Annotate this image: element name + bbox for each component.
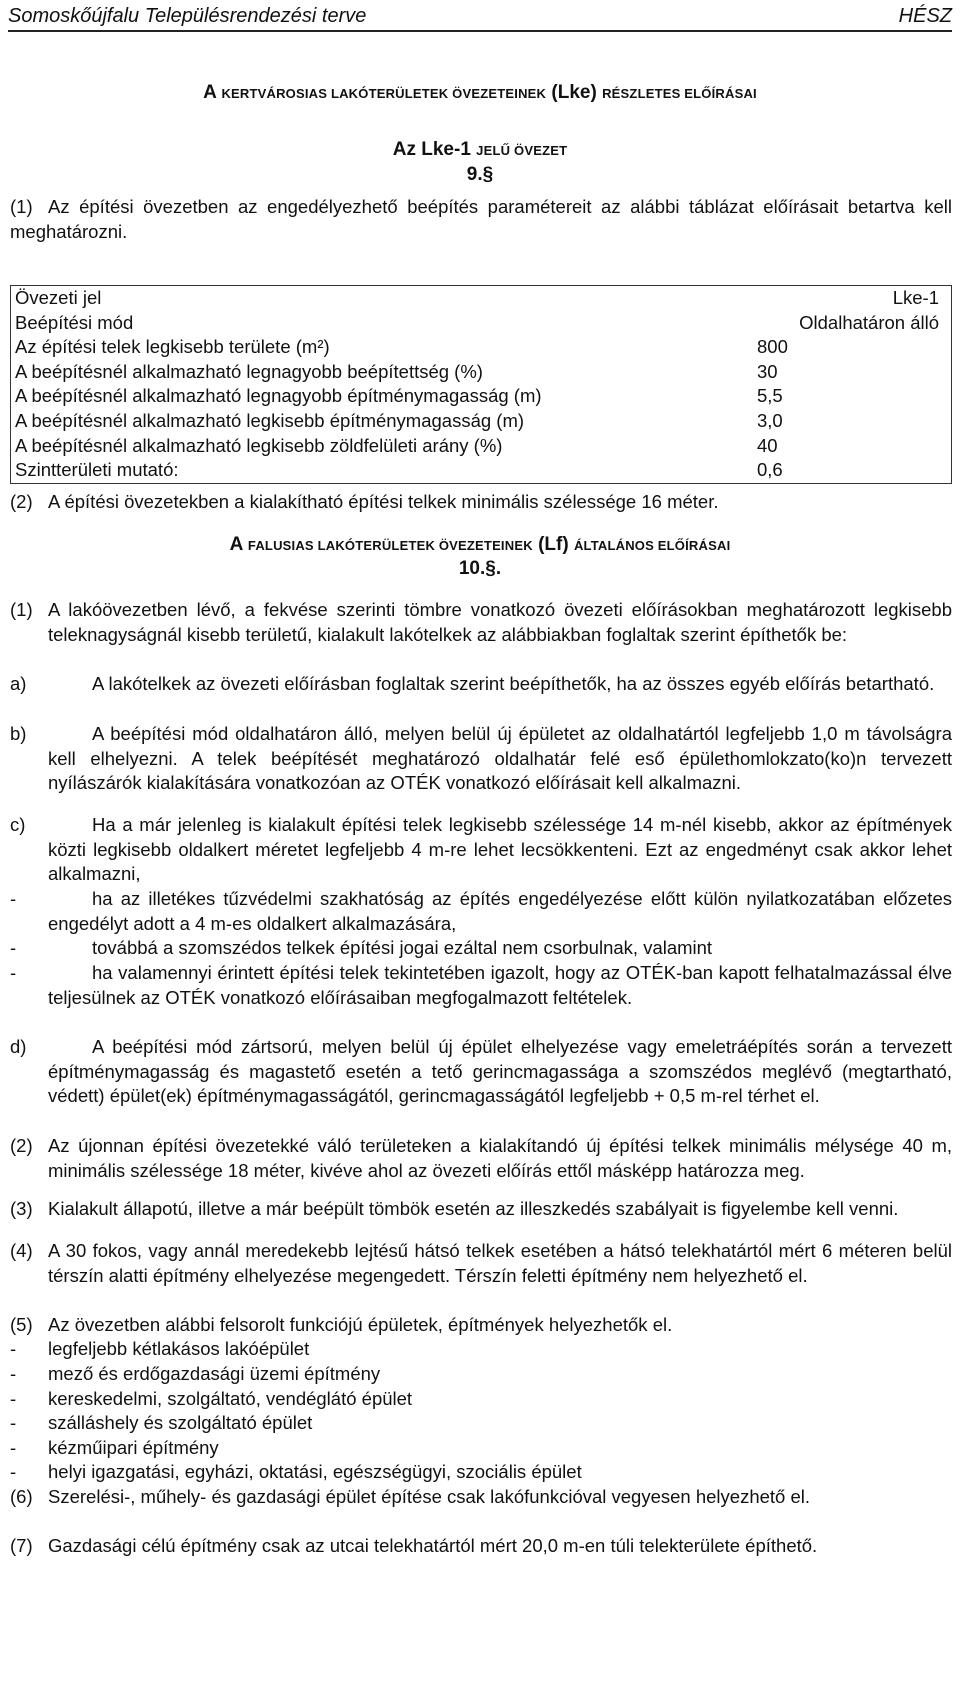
item-label: (4) (10, 1240, 33, 1261)
list-item (10, 1460, 952, 1485)
item-label: (5) (10, 1314, 33, 1335)
item-label: - (10, 962, 17, 983)
item-label: b) (10, 723, 27, 744)
table-cell-label: Övezeti jel (15, 287, 102, 308)
item-label: (6) (10, 1486, 33, 1507)
list-item (10, 887, 952, 936)
item-text: helyi igazgatási, egyházi, oktatási, egészségügyi, szociális épület (48, 1461, 582, 1482)
item-text: A lakóövezetben lévő, a fekvése szerinti tömbre vonatkozó övezeti előírásokban meghatározott legkisebb teleknagyságnál kisebb területű, kialakult lakótelkek az alábbiakban foglaltak szerint építhetők be: (48, 599, 952, 645)
list-item (10, 722, 952, 796)
table-cell-label: Az építési telek legkisebb területe (m²) (15, 336, 330, 358)
zone-title: Az Lke-1 JELŰ ÖVEZET 9.§ (0, 138, 960, 187)
table-row (11, 434, 952, 459)
table-row (11, 384, 952, 409)
item-text: mező és erdőgazdasági üzemi építmény (48, 1363, 381, 1384)
item-label: - (10, 937, 17, 958)
item-text: kézműipari építmény (48, 1437, 219, 1458)
item-text: Gazdasági célú építmény csak az utcai telekhatártól mért 20,0 m-en túli telekterülete építhető. (48, 1535, 818, 1556)
section2-title: A FALUSIAS LAKÓTERÜLETEK ÖVEZETEINEK (Lf) ÁLTALÁNOS ELŐÍRÁSAI (229, 534, 731, 555)
table-row (11, 360, 952, 385)
section1-title: A KERTVÁROSIAS LAKÓTERÜLETEK ÖVEZETEINEK (Lke) RÉSZLETES ELŐÍRÁSAI (203, 82, 757, 103)
page-header (8, 2, 952, 32)
table-cell-value: 30 (757, 360, 778, 382)
item-text: kereskedelmi, szolgáltató, vendéglátó épület (48, 1388, 413, 1409)
table-cell-value: Oldalhatáron álló (799, 311, 939, 333)
item-label: a) (10, 673, 27, 694)
item-text: A 30 fokos, vagy annál meredekebb lejtésű hátsó telkek esetében a hátsó telekhatártól mért 6 méteren belül térszín alatti építmény elhelyezése megengedett. Térszín feletti építmény nem helyezhető el. (48, 1240, 952, 1286)
table-cell-label: A beépítésnél alkalmazható legkisebb zöldfelületi arány (%) (15, 434, 503, 456)
table-cell-value: 800 (757, 336, 788, 358)
table-row (11, 458, 952, 483)
list-item (10, 961, 952, 1010)
s1-item-1: (1) Az építési övezetben az engedélyezhető beépítés paramétereit az alábbi táblázat előírásait betartva kell meghatározni. (10, 196, 952, 242)
table-cell-label: A beépítésnél alkalmazható legnagyobb beépítettség (%) (15, 360, 483, 382)
list-item (10, 1411, 952, 1436)
item-label: (3) (10, 1198, 33, 1219)
item-text: A beépítési mód zártsorú, melyen belül új épület elhelyezése vagy emeletráépítés során a tervezett építménymagasság és magastető esetén a tető gerincmagassága a szomszédos meglévő (megtartható, védett) épület(ek) építménymagasságától, gerincmagasságától legfeljebb + 0,5 m-rel térhet el. (48, 1036, 952, 1107)
list-item (10, 936, 952, 961)
item-label: - (10, 1363, 17, 1384)
table-cell-value: 0,6 (757, 459, 783, 481)
item-text: A beépítési mód oldalhatáron álló, melyen belül új épületet az oldalhatártól legfeljebb 1,0 m távolságra kell elhelyezni. A telek beépítését meghatározó oldalhatár felé eső épülethomlokzato(ko)n tervezett nyílászárók kialakítására vonatkozóan az OTÉK vonatkozó előírásait kell alkalmazni. (48, 723, 952, 794)
list-item (10, 1485, 952, 1510)
list-item (10, 1362, 952, 1387)
paragraph-number: 9.§ (466, 164, 494, 185)
header-doc-code: HÉSZ (898, 5, 952, 27)
item-text: szálláshely és szolgáltató épület (48, 1412, 313, 1433)
list-item (10, 1197, 952, 1222)
table-cell-value: 3,0 (757, 409, 783, 431)
item-text: Szerelési-, műhely- és gazdasági épület építése csak lakófunkcióval vegyesen helyezhető el. (48, 1486, 811, 1507)
item-label: - (10, 1437, 17, 1458)
list-item (10, 1436, 952, 1461)
item-label: - (10, 1388, 17, 1409)
item-label: - (10, 1412, 17, 1433)
list-item (10, 1313, 952, 1338)
list-item (10, 1534, 952, 1559)
table-row (11, 409, 952, 434)
table-cell-value: Lke-1 (892, 287, 939, 308)
item-text: továbbá a szomszédos telkek építési jogai ezáltal nem csorbulnak, valamint (92, 937, 713, 958)
table-cell-value: 40 (757, 434, 778, 456)
item-text: ha az illetékes tűzvédelmi szakhatóság az építés engedélyezése előtt külön nyilatkozatában előzetes engedélyt adott a 4 m-es oldalkert alkalmazására, (48, 888, 952, 934)
item-text: Az újonnan építési övezetekké váló területeken a kialakítandó új építési telkek minimális mélysége 40 m, minimális szélessége 18 méter, kivéve ahol az övezeti előírás ettől másképp határozza meg. (48, 1135, 952, 1181)
list-item (10, 1035, 952, 1109)
list-item (10, 598, 952, 647)
list-item (10, 672, 952, 697)
item-text: Ha a már jelenleg is kialakult építési telek legkisebb szélessége 14 m-nél kisebb, akkor az építmények közti legkisebb oldalkert méretet legfeljebb 4 m-re lehet lecsökkenteni. Ezt az engedményt csak akkor lehet alkalmazni, (48, 814, 952, 885)
parameter-table (10, 285, 952, 484)
table-cell-label: Beépítési mód (15, 311, 134, 333)
list-item (10, 1387, 952, 1412)
item-label: (2) (10, 1135, 33, 1156)
header-title: Somoskőújfalu Településrendezési terve (8, 5, 367, 27)
item-label: (1) (10, 599, 33, 620)
table-cell-label: A beépítésnél alkalmazható legkisebb építménymagasság (m) (15, 409, 525, 431)
section2-paragraph-number: 10.§. (458, 558, 502, 579)
s1-item-2: (2) A építési övezetekben a kialakítható építési telkek minimális szélessége 16 méter. (10, 491, 719, 512)
item-label: - (10, 888, 17, 909)
table-cell-value: 5,5 (757, 385, 783, 407)
list-item (10, 1134, 952, 1183)
list-item (10, 813, 952, 887)
item-text: legfeljebb kétlakásos lakóépület (48, 1338, 310, 1359)
item-label: d) (10, 1036, 27, 1057)
table-cell-label: Szintterületi mutató: (15, 459, 179, 481)
item-text: ha valamennyi érintett építési telek tekintetében igazolt, hogy az OTÉK-ban kapott felhatalmazással élve teljesülnek az OTÉK vonatkozó előírásaiban megfogalmazott feltételek. (48, 962, 952, 1008)
item-text: A lakótelkek az övezeti előírásban foglaltak szerint beépíthetők, ha az összes egyéb előírás betartható. (92, 673, 935, 694)
list-item (10, 1337, 952, 1362)
item-label: - (10, 1338, 17, 1359)
list-item (10, 1239, 952, 1288)
item-label: - (10, 1461, 17, 1482)
item-text: Kialakult állapotú, illetve a már beépült tömbök esetén az illeszkedés szabályait is figyelembe kell venni. (48, 1198, 899, 1219)
table-cell-label: A beépítésnél alkalmazható legnagyobb építménymagasság (m) (15, 385, 542, 407)
table-row (11, 286, 952, 311)
item-label: c) (10, 814, 26, 835)
item-label: (7) (10, 1535, 33, 1556)
item-text: Az övezetben alábbi felsorolt funkciójú épületek, építmények helyezhetők el. (48, 1314, 673, 1335)
table-row (11, 311, 952, 336)
table-row (11, 335, 952, 360)
